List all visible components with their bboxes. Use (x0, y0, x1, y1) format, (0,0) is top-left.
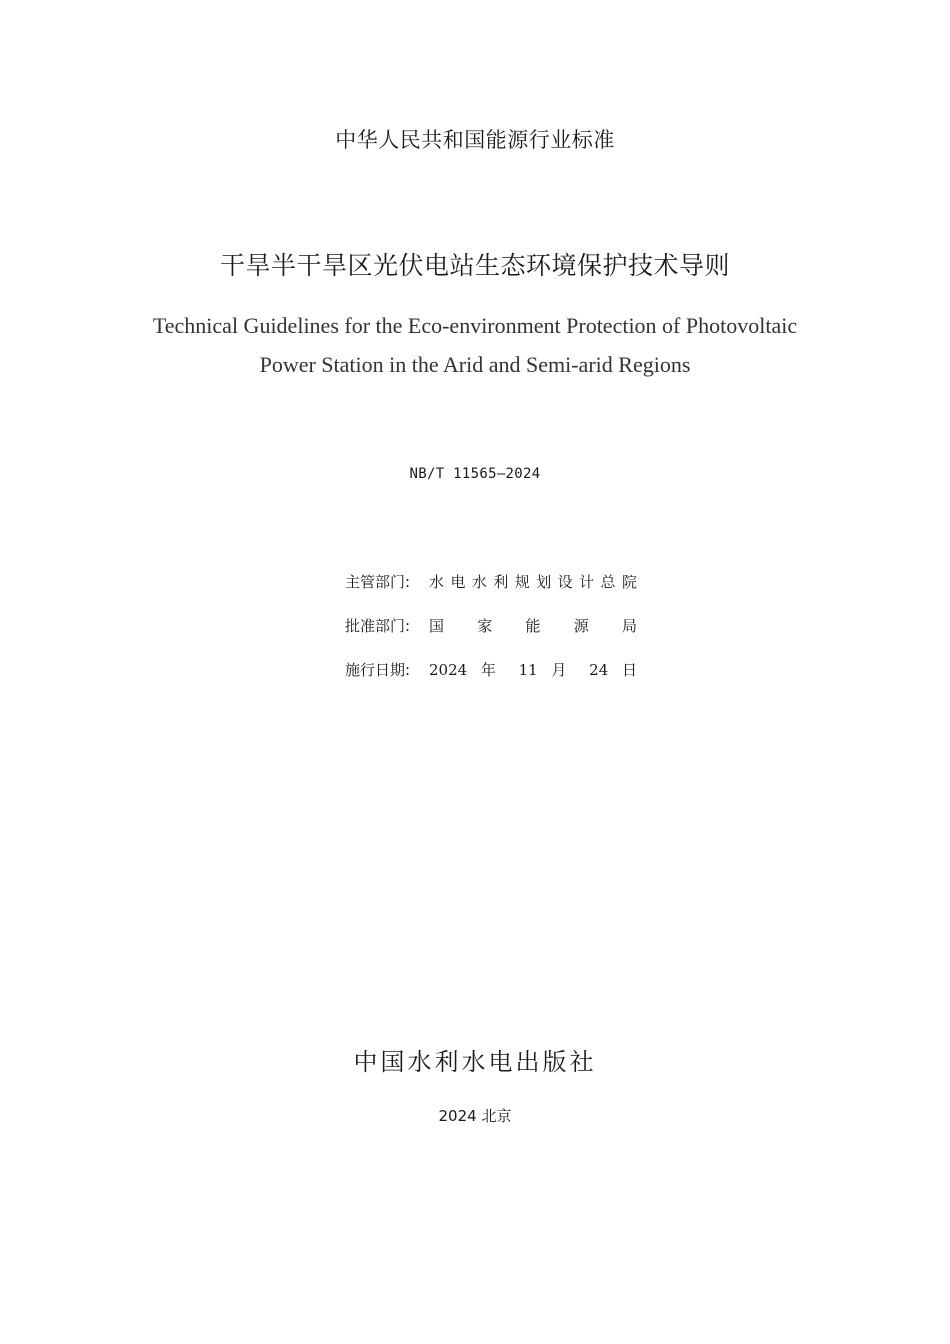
publication-place-year: 2024 北京 (438, 1107, 512, 1125)
approver-label: 批准部门: (345, 617, 411, 635)
standard-code: NB/T 11565—2024 (409, 466, 541, 482)
document-title-english (0, 306, 950, 384)
document-title-chinese: 干旱半干旱区光伏电站生态环境保护技术导则 (219, 251, 730, 280)
english-title-line-1: Technical Guidelines for the Eco-environment Protection of Photovoltaic (152, 313, 798, 338)
english-title-line-2: Power Station in the Arid and Semi-arid Regions (259, 352, 691, 377)
effective-date-value: 2024 年 11 月 24 日 (429, 661, 637, 679)
supervisor-label: 主管部门: (345, 573, 411, 591)
effective-date-label: 施行日期: (345, 661, 411, 679)
supervisor-value: 水电水利规划设计总院 (429, 573, 637, 591)
industry-standard-heading: 中华人民共和国能源行业标准 (335, 128, 615, 152)
publisher-name: 中国水利水电出版社 (353, 1048, 597, 1076)
approver-value: 国 家 能 源 局 (429, 617, 637, 635)
